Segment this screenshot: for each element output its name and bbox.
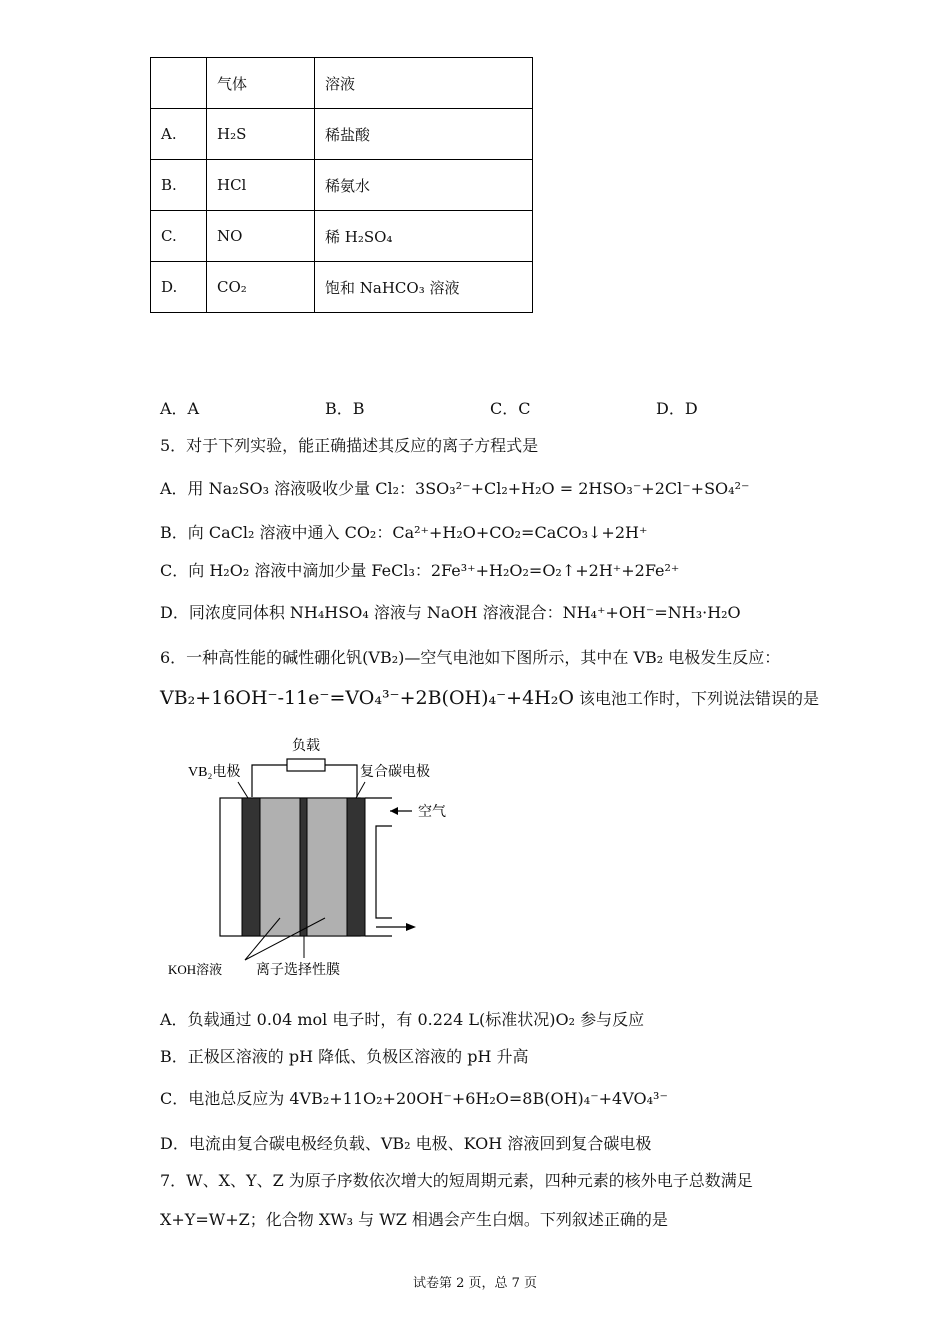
row-gas: HCl <box>207 160 315 211</box>
gas-solution-table <box>150 57 533 313</box>
table-header-cell: 气体 <box>207 58 315 109</box>
row-label: C. <box>151 211 207 262</box>
air-label: 空气 <box>418 805 446 820</box>
ion-selective-membrane <box>300 798 307 936</box>
table-header-cell: 溶液 <box>315 58 533 109</box>
table-row <box>151 160 533 211</box>
q6-option-d: D．电流由复合碳电极经负载、VB₂ 电极、KOH 溶液回到复合碳电极 <box>160 1134 652 1153</box>
page-footer: 试卷第 2 页，总 7 页 <box>412 1276 538 1291</box>
q4-choice-d: D．D <box>656 399 698 418</box>
koh-region-right <box>307 798 347 936</box>
q6-stem-question: 该电池工作时，下列说法错误的是 <box>579 689 820 708</box>
membrane-label: 离子选择性膜 <box>256 963 340 978</box>
q5-option-b: B．向 CaCl₂ 溶液中通入 CO₂：Ca²⁺+H₂O+CO₂=CaCO₃↓+2H⁺ <box>160 523 648 542</box>
load-resistor <box>287 759 325 771</box>
q6-option-c: C．电池总反应为 4VB₂+11O₂+20OH⁻+6H₂O=8B(OH)₄⁻+4VO₄³⁻ <box>160 1089 668 1108</box>
vb2-electrode-label: VB₂电极 <box>188 765 241 780</box>
koh-region-left <box>260 798 300 936</box>
row-solution: 稀 H₂SO₄ <box>315 211 533 262</box>
carbon-electrode-label: 复合碳电极 <box>360 765 430 780</box>
q6-option-b: B．正极区溶液的 pH 降低、负极区溶液的 pH 升高 <box>160 1047 529 1066</box>
row-solution: 稀氨水 <box>315 160 533 211</box>
battery-diagram <box>160 730 480 985</box>
q6-option-a: A．负载通过 0.04 mol 电子时，有 0.224 L(标准状况)O₂ 参与反应 <box>160 1010 645 1029</box>
q4-choice-a: A．A <box>160 399 200 418</box>
row-gas: H₂S <box>207 109 315 160</box>
q5-stem: 5．对于下列实验，能正确描述其反应的离子方程式是 <box>160 436 539 455</box>
q7-line2: X+Y=W+Z；化合物 XW₃ 与 WZ 相遇会产生白烟。下列叙述正确的是 <box>160 1210 668 1229</box>
q5-option-a: A．用 Na₂SO₃ 溶液吸收少量 Cl₂：3SO₃²⁻+Cl₂+H₂O = 2HSO₃⁻+2Cl⁻+SO₄²⁻ <box>160 479 750 498</box>
row-gas: NO <box>207 211 315 262</box>
table-row <box>151 109 533 160</box>
q4-choice-b: B．B <box>325 399 365 418</box>
table-header-row <box>151 58 533 109</box>
row-solution: 饱和 NaHCO₃ 溶液 <box>315 262 533 313</box>
q4-choice-c: C．C <box>490 399 531 418</box>
q5-option-d: D．同浓度同体积 NH₄HSO₄ 溶液与 NaOH 溶液混合：NH₄⁺+OH⁻=NH₃·H₂O <box>160 603 741 622</box>
q7-line1: 7．W、X、Y、Z 为原子序数依次增大的短周期元素，四种元素的核外电子总数满足 <box>160 1171 753 1190</box>
q5-option-c: C．向 H₂O₂ 溶液中滴加少量 FeCl₃：2Fe³⁺+H₂O₂=O₂↑+2H⁺+2Fe²⁺ <box>160 561 680 580</box>
load-label: 负载 <box>292 739 320 754</box>
koh-label: KOH溶液 <box>168 962 223 977</box>
row-gas: CO₂ <box>207 262 315 313</box>
table-row <box>151 262 533 313</box>
carbon-electrode-plate <box>347 798 365 936</box>
row-label: B. <box>151 160 207 211</box>
table-header-cell <box>151 58 207 109</box>
row-label: A. <box>151 109 207 160</box>
table-row <box>151 211 533 262</box>
q6-stem-line2 <box>160 686 819 709</box>
q6-stem-line1: 6．一种高性能的碱性硼化钒(VB₂)—空气电池如下图所示，其中在 VB₂ 电极发生反应： <box>160 648 781 667</box>
vb2-electrode-plate <box>242 798 260 936</box>
row-label: D. <box>151 262 207 313</box>
q6-electrode-equation: VB₂+16OH⁻-11e⁻=VO₄³⁻+2B(OH)₄⁻+4H₂O <box>160 687 574 709</box>
row-solution: 稀盐酸 <box>315 109 533 160</box>
